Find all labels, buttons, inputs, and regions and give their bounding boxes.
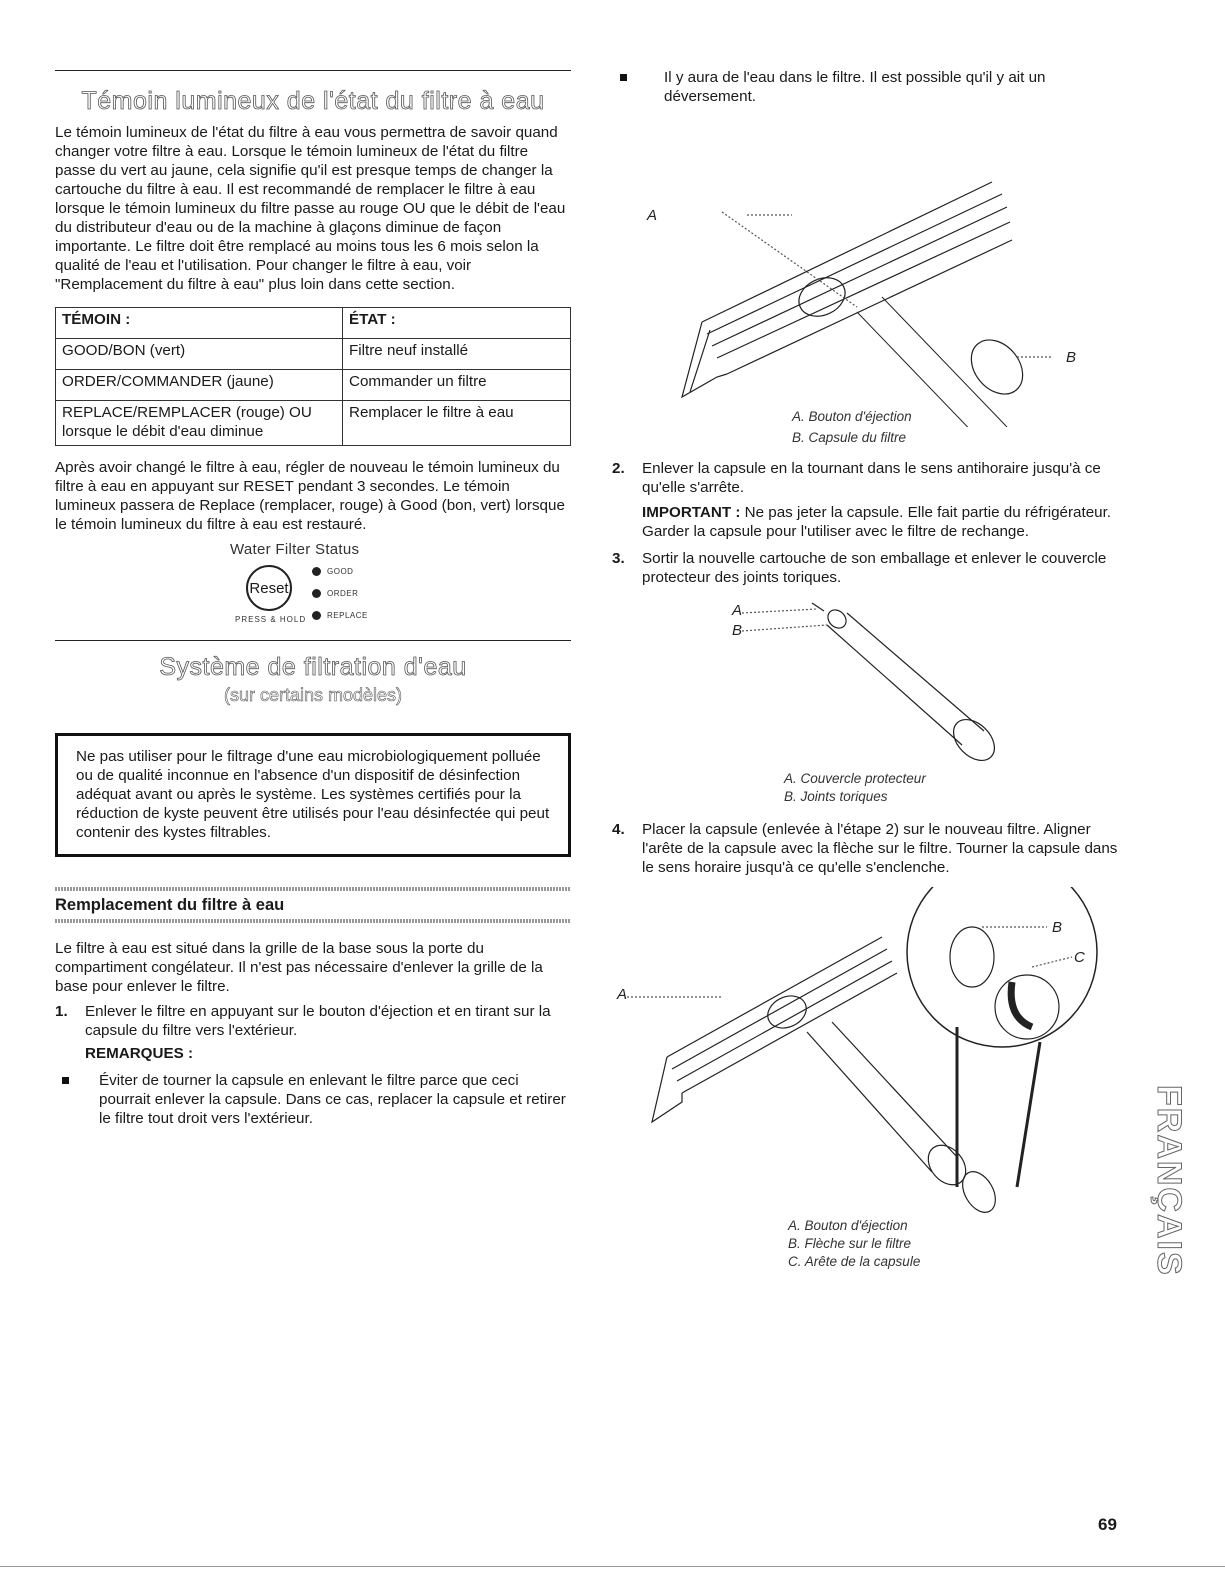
step-4 bbox=[612, 820, 1132, 877]
table-row bbox=[56, 401, 571, 446]
fig1-caption-b: B. Capsule du filtre bbox=[792, 430, 907, 445]
step-1 bbox=[55, 1002, 571, 1040]
warning-text: Ne pas utiliser pour le filtrage d'une eau microbiologiquement polluée ou de qualité inconnue en l'absence d'un dispositif de désinfection adéquat avant ou après le système. Les systèmes certifiés pour la réduction de kyste peuvent être utilisés pour l'eau désinfectée qui peut contenir des kystes filtrables. bbox=[76, 748, 550, 841]
led-label: ORDER bbox=[327, 589, 359, 598]
step-number: 2. bbox=[612, 460, 625, 477]
fig3-label-a: A bbox=[617, 986, 628, 1003]
remark-text: Éviter de tourner la capsule en enlevant le filtre parce que ceci pourrait enlever la capsule. Dans ce cas, replacer la capsule et retirer le filtre tout droit vers l'extérieur. bbox=[99, 1072, 566, 1127]
section-rule bbox=[55, 70, 571, 71]
left-column bbox=[55, 70, 571, 1128]
press-hold-label: PRESS & HOLD bbox=[235, 615, 307, 624]
fig1-label-b: B bbox=[1066, 349, 1077, 366]
step-number: 1. bbox=[55, 1003, 68, 1020]
led-order bbox=[312, 584, 358, 603]
led-good bbox=[312, 562, 353, 581]
fig3-caption-a: A. Bouton d'éjection bbox=[788, 1218, 908, 1233]
step-2 bbox=[612, 459, 1132, 497]
step-text: Placer la capsule (enlevée à l'étape 2) sur le nouveau filtre. Aligner l'arête de la capsule avec la flèche sur le filtre. Tourner la capsule dans le sens horaire jusqu'à ce qu'elle s'enclenche. bbox=[642, 821, 1118, 876]
fig2-label-a: A bbox=[732, 602, 743, 619]
led-dot-icon bbox=[312, 589, 321, 598]
table-cell: REPLACE/REMPLACER (rouge) OU lorsque le débit d'eau diminue bbox=[56, 401, 343, 446]
important-text: Ne pas jeter la capsule. Elle fait partie du réfrigérateur. Garder la capsule pour l'utiliser avec le filtre de rechange. bbox=[642, 504, 1112, 540]
subhead-divider bbox=[55, 919, 571, 923]
replacement-intro: Le filtre à eau est situé dans la grille de la base sous la porte du compartiment congélateur. Il n'est pas nécessaire d'enlever la grille de la base pour enlever le filtre. bbox=[55, 940, 543, 995]
section-subtitle: (sur certains modèles) bbox=[223, 685, 403, 705]
reset-instructions-part2: pendant 3 secondes. Le témoin lumineux passera de Replace (remplacer, rouge) à Good (bon, vert) lorsque le témoin lumineux du filtre à eau est restauré. bbox=[55, 478, 565, 533]
reset-keyword: RESET bbox=[243, 478, 294, 495]
language-side-tab bbox=[1146, 1085, 1186, 1335]
status-table bbox=[55, 307, 571, 446]
subhead-replacement: Remplacement du filtre à eau bbox=[55, 896, 285, 914]
table-header-row bbox=[56, 308, 571, 339]
water-filter-status-title: Water Filter Status bbox=[230, 541, 360, 558]
remarks-label: REMARQUES : bbox=[85, 1045, 194, 1062]
step-number: 3. bbox=[612, 550, 625, 567]
fig3-caption-b: B. Flèche sur le filtre bbox=[788, 1236, 912, 1251]
fig2-label-b: B bbox=[732, 622, 743, 639]
table-header-temoin: TÉMOIN : bbox=[56, 308, 343, 339]
filter-grille-illustration bbox=[612, 112, 1132, 427]
fig2-caption-b: B. Joints toriques bbox=[784, 789, 888, 804]
step-text: Enlever la capsule en la tournant dans le sens antihoraire jusqu'à ce qu'elle s'arrête. bbox=[642, 460, 1101, 496]
fig1-label-a: A bbox=[647, 207, 658, 224]
reset-instructions-part1: Après avoir changé le filtre à eau, régler de nouveau le témoin lumineux du filtre à eau en appuyant sur bbox=[55, 459, 560, 495]
table-cell: Commander un filtre bbox=[343, 370, 571, 401]
table-cell: Remplacer le filtre à eau bbox=[343, 401, 571, 446]
led-label: GOOD bbox=[327, 567, 354, 576]
step-number: 4. bbox=[612, 821, 625, 838]
table-row bbox=[56, 370, 571, 401]
remark-text: Il y aura de l'eau dans le filtre. Il est possible qu'il y ait un déversement. bbox=[664, 69, 1046, 105]
reset-instructions bbox=[55, 458, 571, 534]
bullet-icon bbox=[62, 1077, 69, 1084]
figure-ejection bbox=[612, 112, 1132, 427]
led-dot-icon bbox=[312, 567, 321, 576]
fig1-caption-a: A. Bouton d'éjection bbox=[792, 409, 912, 424]
water-filter-status-panel bbox=[55, 540, 571, 632]
page-number: 69 bbox=[1098, 1515, 1117, 1534]
figure-capsule-install bbox=[612, 887, 1132, 1217]
section-title-filtration-system: Système de filtration d'eau bbox=[159, 653, 467, 681]
cartridge-illustration bbox=[612, 595, 1132, 770]
fig3-label-c: C bbox=[1074, 949, 1085, 966]
table-row bbox=[56, 339, 571, 370]
section-title-filter-status: Témoin lumineux de l'état du filtre à eau bbox=[81, 87, 545, 115]
led-label: REPLACE bbox=[327, 611, 368, 620]
table-cell: ORDER/COMMANDER (jaune) bbox=[56, 370, 343, 401]
led-replace bbox=[312, 606, 368, 625]
capsule-install-illustration bbox=[612, 887, 1132, 1217]
table-cell: GOOD/BON (vert) bbox=[56, 339, 343, 370]
fig3-caption-c: C. Arête de la capsule bbox=[788, 1254, 921, 1269]
fig3-label-b: B bbox=[1052, 919, 1063, 936]
led-dot-icon bbox=[312, 611, 321, 620]
remark-item bbox=[612, 68, 1132, 106]
table-cell: Filtre neuf installé bbox=[343, 339, 571, 370]
figure-cartridge bbox=[612, 595, 1132, 770]
francais-vertical-text bbox=[1146, 1085, 1186, 1335]
table-header-etat: ÉTAT : bbox=[343, 308, 571, 339]
side-tab-label: FRANÇAIS bbox=[1150, 1085, 1186, 1277]
page-bottom-rule bbox=[0, 1566, 1225, 1567]
step-text: Enlever le filtre en appuyant sur le bouton d'éjection et en tirant sur la capsule du filtre vers l'extérieur. bbox=[85, 1003, 551, 1039]
step-3 bbox=[612, 549, 1132, 587]
fig2-caption-a: A. Couvercle protecteur bbox=[784, 771, 926, 786]
filter-status-intro: Le témoin lumineux de l'état du filtre à eau vous permettra de savoir quand changer votre filtre à eau. Lorsque le témoin lumineux de l'état du filtre passe du vert au jaune, cela signifie qu'il est presque temps de changer la cartouche du filtre à eau. Il est recommandé de remplacer le filtre à eau lorsque le témoin lumineux du filtre passe au rouge OU que le débit de l'eau du distributeur d'eau ou de la machine à glaçons diminue de façon importante. Le filtre doit être remplacé au moins tous les 6 mois selon la qualité de l'eau et l'utilisation. Pour changer le filtre à eau, voir "Remplacement du filtre à eau" plus loin dans cette section. bbox=[55, 124, 566, 293]
reset-button: Reset bbox=[246, 565, 292, 611]
important-note bbox=[612, 503, 1132, 541]
right-column bbox=[612, 68, 1132, 1271]
warning-box bbox=[55, 733, 571, 857]
remark-item bbox=[55, 1071, 571, 1128]
section-rule bbox=[55, 640, 571, 641]
important-label: IMPORTANT : bbox=[642, 504, 741, 521]
step-text: Sortir la nouvelle cartouche de son emballage et enlever le couvercle protecteur des joints toriques. bbox=[642, 550, 1107, 586]
bullet-icon bbox=[620, 74, 627, 81]
